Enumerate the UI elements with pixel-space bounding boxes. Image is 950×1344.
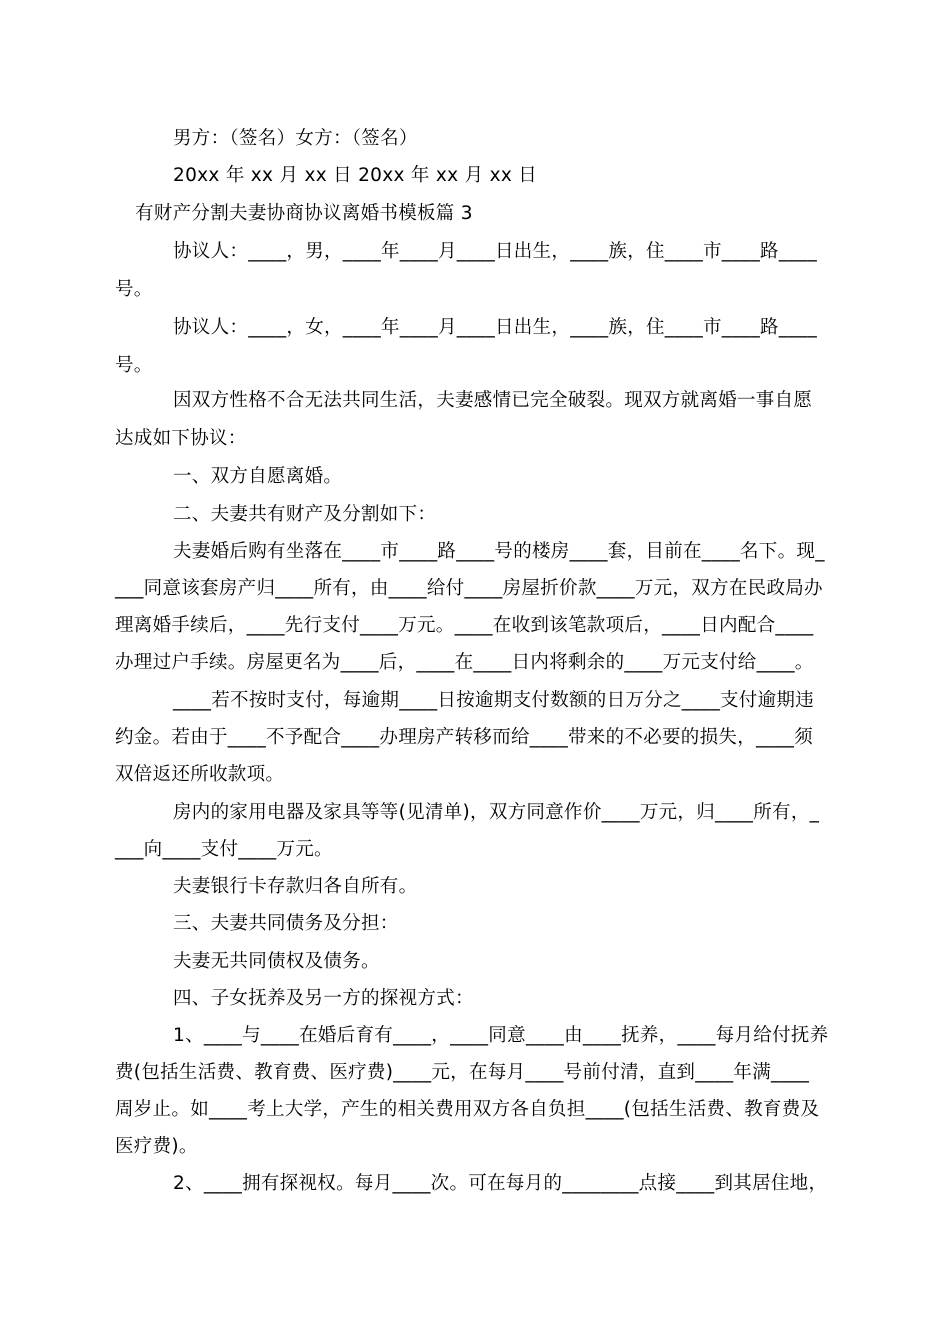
clause-heading: 四、子女抚养及另一方的探视方式： <box>173 988 474 1009</box>
paragraph-line: ____若不按时支付，每逾期____日按逾期支付数额的日万分之____支付逾期违 <box>173 690 815 711</box>
paragraph-line: 理离婚手续后，____先行支付____万元。____在收到该笔款项后，____日内配合____ <box>115 615 814 636</box>
paragraph-line: 夫妻婚后购有坐落在____市____路____号的楼房____套，目前在____名下。现_ <box>173 541 825 562</box>
paragraph-line: 达成如下协议： <box>115 428 247 449</box>
paragraph-line: 约金。若由于____不予配合____办理房产转移而给____带来的不必要的损失，____须 <box>115 727 814 748</box>
paragraph-line: 费(包括生活费、教育费、医疗费)____元，在每月____号前付清，直到____年满____ <box>115 1062 810 1083</box>
paragraph-line: 1、____与____在婚后育有____，____同意____由____抚养，____每月给付抚养 <box>173 1025 829 1046</box>
paragraph-line: ___同意该套房产归____所有，由____给付____房屋折价款____万元，双方在民政局办 <box>115 578 823 599</box>
paragraph-line: 夫妻无共同债权及债务。 <box>173 951 380 972</box>
paragraph-line: 周岁止。如____考上大学，产生的相关费用双方各自负担____(包括生活费、教育费及 <box>115 1099 820 1120</box>
clause-heading: 三、夫妻共同债务及分担： <box>173 913 399 934</box>
paragraph-line: 因双方性格不合无法共同生活，夫妻感情已完全破裂。现双方就离婚一事自愿 <box>173 390 813 411</box>
paragraph-line: 夫妻银行卡存款归各自所有。 <box>173 876 418 897</box>
signature-line: 男方：（签名）女方：（签名） <box>173 128 418 149</box>
party-line-female: 协议人：____，女，____年____月____日出生，____族，住____市____路____ <box>173 317 818 338</box>
party-line-female-cont: 号。 <box>115 355 153 376</box>
date-line: 20xx 年 xx 月 xx 日 20xx 年 xx 月 xx 日 <box>173 165 538 186</box>
paragraph-line: 双倍返还所收款项。 <box>115 764 285 785</box>
section-title: 有财产分割夫妻协商协议离婚书模板篇 3 <box>135 203 473 224</box>
clause-heading: 二、夫妻共有财产及分割如下： <box>173 504 437 525</box>
paragraph-line: 房内的家用电器及家具等等(见清单)，双方同意作价____万元，归____所有，_ <box>173 802 820 823</box>
paragraph-line: ___向____支付____万元。 <box>115 839 333 860</box>
paragraph-line: 办理过户手续。房屋更名为____后，____在____日内将剩余的____万元支付给____。 <box>115 652 814 673</box>
paragraph-line: 2、____拥有探视权。每月____次。可在每月的________点接____到其居住地， <box>173 1173 828 1194</box>
paragraph-line: 医疗费)。 <box>115 1136 198 1157</box>
party-line-male: 协议人：____，男，____年____月____日出生，____族，住____市____路____ <box>173 241 818 262</box>
party-line-male-cont: 号。 <box>115 279 153 300</box>
clause-heading: 一、双方自愿离婚。 <box>173 466 343 487</box>
